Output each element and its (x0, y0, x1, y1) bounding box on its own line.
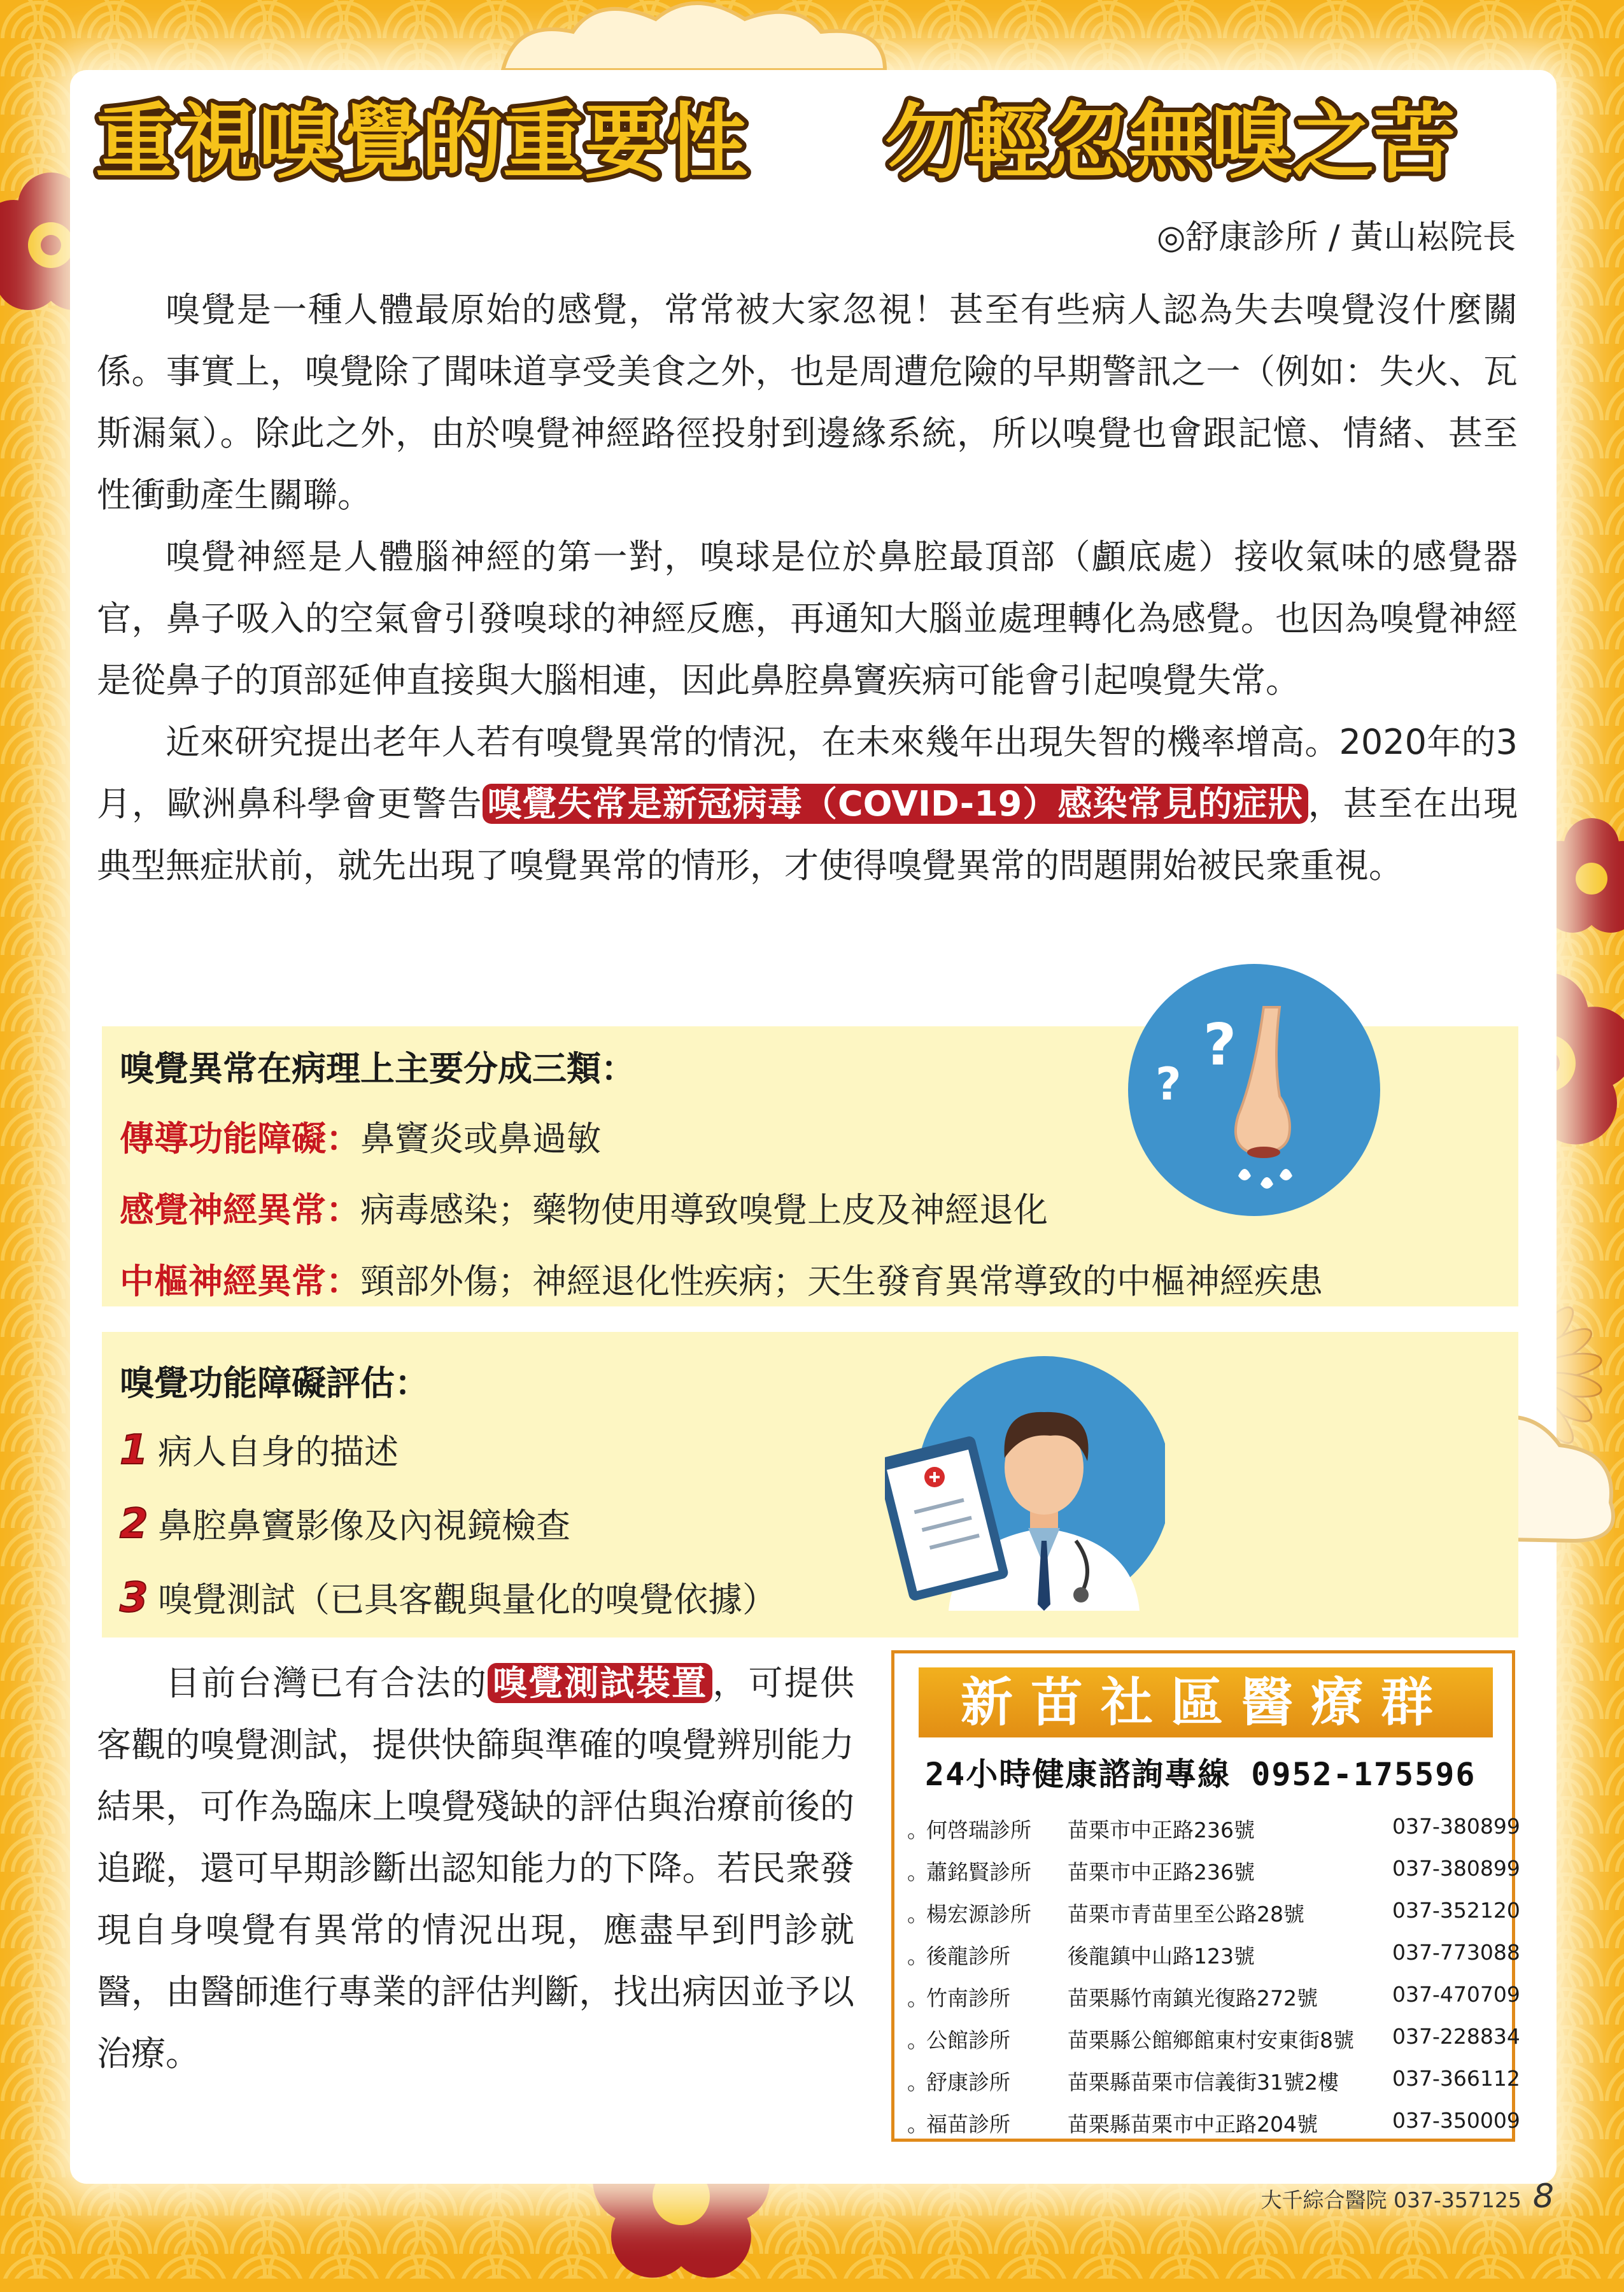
assessment-item (120, 1499, 570, 1548)
paragraph-3-text-a: 近來研究提出老年人若有嗅覺異常的情況，在未來幾年出現失智的機率增高。2020年的3月，歐洲鼻科學會更警告 (97, 722, 1518, 824)
bullet: 。 (907, 1986, 928, 2011)
clinic-address: 苗栗縣公館鄉館東村安東街8號 (1068, 2028, 1354, 2053)
hotline: 24小時健康諮詢專線 0952-175596 (925, 1756, 1476, 1793)
paragraph-3 (97, 711, 1518, 896)
item-text: 鼻腔鼻竇影像及內視鏡檢查 (158, 1506, 570, 1546)
bullet: 。 (907, 2070, 928, 2095)
clinic-address: 苗栗縣苗栗市信義街31號2樓 (1068, 2070, 1339, 2095)
clinic-phone: 037-380899 (1392, 1856, 1520, 1881)
clinic-phone: 037-228834 (1392, 2024, 1520, 2049)
clinic-phone: 037-773088 (1392, 1940, 1520, 1965)
assessment-box (102, 1332, 1518, 1638)
assessment-title: 嗅覺功能障礙評估： (120, 1363, 429, 1403)
clinic-address: 苗栗市中正路236號 (1068, 1860, 1255, 1885)
clinic-network-heading: 新苗社區醫療群 (919, 1667, 1493, 1737)
clinic-address: 苗栗市中正路236號 (1068, 1818, 1255, 1843)
row-label: 傳導功能障礙： (120, 1119, 360, 1159)
row-text: 鼻竇炎或鼻過敏 (360, 1119, 601, 1159)
classification-title: 嗅覺異常在病理上主要分成三類： (120, 1049, 635, 1089)
smell-test-highlight: 嗅覺測試裝置 (488, 1663, 712, 1703)
row-text: 頸部外傷；神經退化性疾病；天生發育異常導致的中樞神經疾患 (360, 1261, 1323, 1301)
clinic-row (907, 1974, 1520, 2016)
clinic-name: 舒康診所 (926, 2070, 1010, 2095)
clinic-phone: 037-366112 (1392, 2066, 1520, 2091)
covid-highlight: 嗅覺失常是新冠病毒（COVID-19）感染常見的症狀 (483, 784, 1308, 824)
bullet: 。 (907, 2112, 928, 2137)
bullet: 。 (907, 1902, 928, 1927)
closing-text-a: 目前台灣已有合法的 (166, 1663, 488, 1703)
classification-row (120, 1183, 1048, 1232)
svg-text:?: ? (1203, 1012, 1237, 1079)
clinic-row (907, 1806, 1520, 1848)
author-byline: ◎舒康診所 / 黃山崧院長 (1157, 218, 1516, 257)
bullet: 。 (907, 1944, 928, 1969)
item-text: 病人自身的描述 (158, 1432, 399, 1472)
item-text: 嗅覺測試（已具客觀與量化的嗅覺依據） (158, 1580, 777, 1620)
clinic-row (907, 1848, 1520, 1890)
article-body (97, 279, 1518, 896)
clinic-name: 福苗診所 (926, 2112, 1010, 2137)
clinic-address: 苗栗市青苗里至公路28號 (1068, 1902, 1304, 1927)
clinic-phone: 037-380899 (1392, 1814, 1520, 1839)
clinic-name: 楊宏源診所 (926, 1902, 1031, 1927)
row-label: 中樞神經異常： (120, 1261, 360, 1301)
paragraph-1: 嗅覺是一種人體最原始的感覺，常常被大家忽視！甚至有些病人認為失去嗅覺沒什麼關係。事實上，嗅覺除了聞味道享受美食之外，也是周遭危險的早期警訊之一（例如：失火、瓦斯漏氣）。除此之外，由於嗅覺神經路徑投射到邊緣系統，所以嗅覺也會跟記憶、情緒、甚至性衝動產生關聯。 (97, 290, 1518, 515)
cloud-decoration-top (490, 0, 898, 70)
clinic-name: 蕭銘賢診所 (926, 1860, 1031, 1885)
hospital-contact: 大千綜合醫院 037-357125 (1260, 2188, 1522, 2212)
item-number: 1 (120, 1427, 148, 1474)
clinic-name: 何啓瑞診所 (926, 1818, 1031, 1843)
clinic-row (907, 2100, 1520, 2142)
assessment-item (120, 1425, 399, 1474)
clinic-phone: 037-352120 (1392, 1898, 1520, 1923)
classification-row (120, 1254, 1323, 1303)
classification-row (120, 1112, 601, 1161)
bullet: 。 (907, 2028, 928, 2053)
clinic-phone: 037-350009 (1392, 2108, 1520, 2133)
item-number: 3 (120, 1574, 148, 1622)
title-part2: 勿輕忽無嗅之苦 (885, 95, 1456, 190)
doctor-illustration (885, 1350, 1165, 1617)
page-title (89, 71, 1541, 205)
paragraph-3-text-b: ，甚至在出現典型無症狀前，就先出現了嗅覺異常的情形，才使得嗅覺異常的問題開始被民衆重視。 (97, 784, 1518, 886)
clinic-address: 後龍鎮中山路123號 (1068, 1944, 1255, 1969)
bullet: 。 (907, 1818, 928, 1843)
clinic-row (907, 2058, 1520, 2100)
closing-paragraph (97, 1652, 854, 2084)
row-text: 病毒感染；藥物使用導致嗅覺上皮及神經退化 (360, 1190, 1048, 1230)
page-number: 8 (1532, 2177, 1554, 2216)
assessment-item (120, 1573, 777, 1622)
item-number: 2 (120, 1501, 148, 1548)
clinic-row (907, 1932, 1520, 1974)
nose-illustration (1127, 963, 1381, 1217)
closing-text-b: ，可提供客觀的嗅覺測試，提供快篩與準確的嗅覺辨別能力結果，可作為臨床上嗅覺殘缺的評估與治療前後的追蹤，還可早期診斷出認知能力的下降。若民衆發現自身嗅覺有異常的情況出現，應盡早到門診就醫，由醫師進行專業的評估判斷，找出病因並予以治療。 (97, 1663, 855, 2074)
clinic-row (907, 2016, 1520, 2058)
page-footer (1261, 2177, 1554, 2216)
clinic-name: 後龍診所 (926, 1944, 1010, 1969)
bullet: 。 (907, 1860, 928, 1885)
svg-text:?: ? (1155, 1058, 1182, 1110)
clinic-address: 苗栗縣苗栗市中正路204號 (1068, 2112, 1318, 2137)
paragraph-2: 嗅覺神經是人體腦神經的第一對，嗅球是位於鼻腔最頂部（顱底處）接收氣味的感覺器官，鼻子吸入的空氣會引發嗅球的神經反應，再通知大腦並處理轉化為感覺。也因為嗅覺神經是從鼻子的頂部延伸直接與大腦相連，因此鼻腔鼻竇疾病可能會引起嗅覺失常。 (97, 537, 1518, 700)
row-label: 感覺神經異常： (120, 1190, 360, 1230)
closing-text (97, 1652, 854, 2084)
clinic-name: 公館診所 (926, 2028, 1010, 2053)
clinic-address: 苗栗縣竹南鎮光復路272號 (1068, 1986, 1318, 2011)
clinic-list (907, 1806, 1520, 2142)
clinic-row (907, 1890, 1520, 1932)
clinic-phone: 037-470709 (1392, 1982, 1520, 2007)
clinic-network-box (891, 1650, 1520, 2142)
clinic-name: 竹南診所 (926, 1986, 1010, 2011)
title-part1: 重視嗅覺的重要性 (95, 95, 748, 190)
